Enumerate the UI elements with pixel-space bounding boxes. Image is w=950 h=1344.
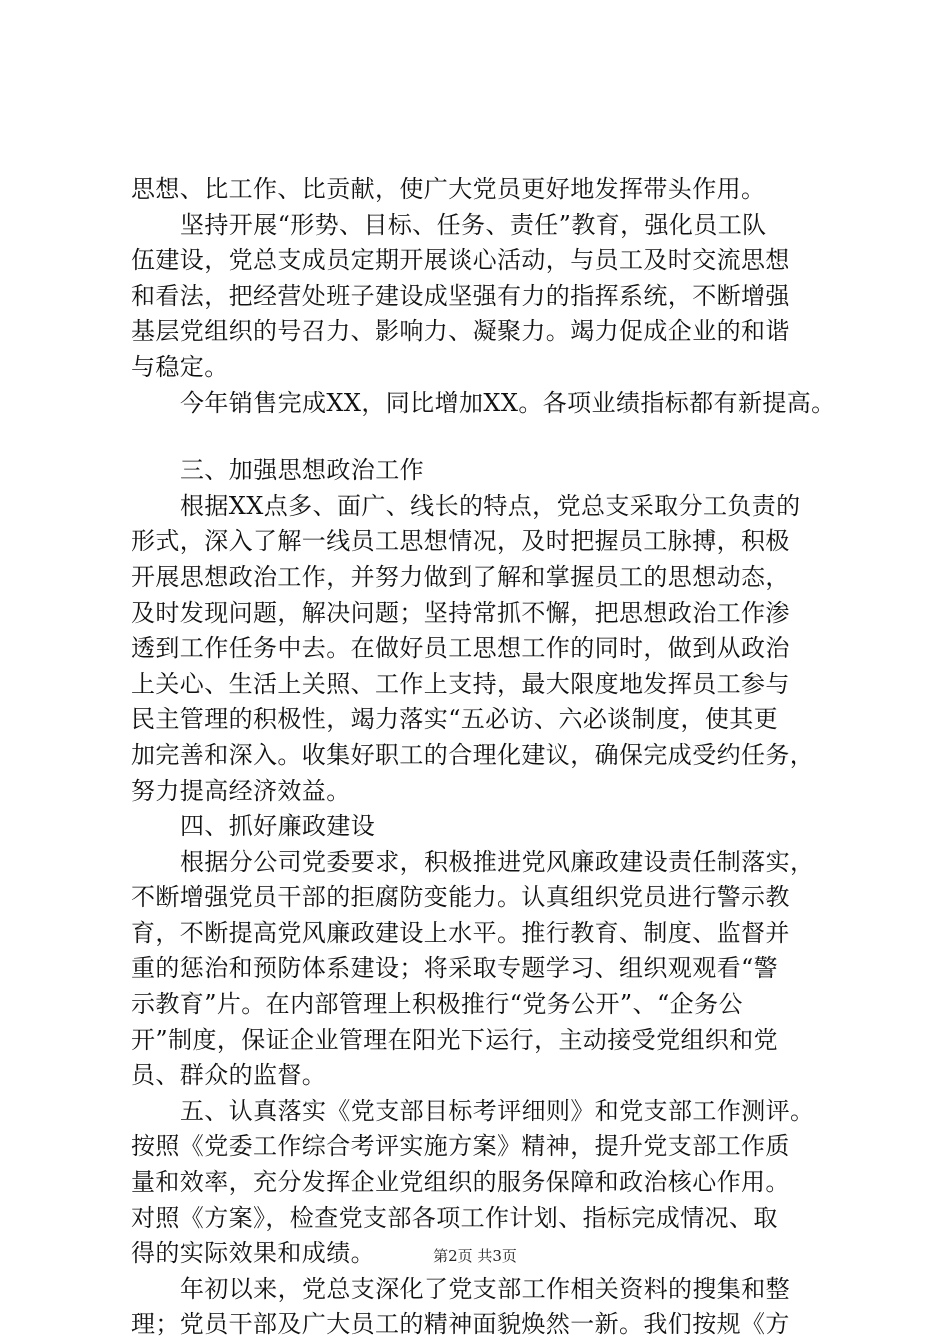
- text-line: 对照《方案》，检查党支部各项工作计划、指标完成情况、取: [131, 1203, 778, 1232]
- text-line: 示教育”片。在内部管理上积极推行“党务公开”、“企务公: [131, 990, 743, 1019]
- text-line: 按照《党委工作综合考评实施方案》精神，提升党支部工作质: [131, 1132, 790, 1161]
- text-line: 基层党组织的号召力、影响力、凝聚力。竭力促成企业的和谐: [131, 317, 790, 346]
- text-line: 形式，深入了解一线员工思想情况，及时把握员工脉搏，积极: [131, 527, 790, 556]
- text-line: 加完善和深入。收集好职工的合理化建议，确保完成受约任务，: [131, 740, 815, 769]
- text-line: 努力提高经济效益。: [131, 776, 351, 805]
- text-line: 量和效率，充分发挥企业党组织的服务保障和政治核心作用。: [131, 1168, 790, 1197]
- section-heading: 五、认真落实《党支部目标考评细则》和党支部工作测评。: [180, 1096, 815, 1125]
- text-line: 重的惩治和预防体系建设；将采取专题学习、组织观观看“警: [131, 954, 779, 983]
- document-body: [131, 172, 851, 1343]
- text-line: 坚持开展“形势、目标、任务、责任”教育，强化员工队: [180, 210, 767, 239]
- text-line: 不断增强党员干部的拒腐防变能力。认真组织党员进行警示教: [131, 883, 790, 912]
- text-line: 年初以来，党总支深化了党支部工作相关资料的搜集和整: [180, 1274, 790, 1303]
- text-line: 理；党员干部及广大员工的精神面貌焕然一新。我们按规《方: [131, 1310, 790, 1339]
- text-line: 根据XX点多、面广、线长的特点，党总支采取分工负责的: [180, 491, 801, 520]
- text-line: 民主管理的积极性，竭力落实“五必访、六必谈制度，使其更: [131, 705, 779, 734]
- text-line: 根据分公司党委要求，积极推进党风廉政建设责任制落实，: [180, 847, 815, 876]
- section-heading: 四、抓好廉政建设: [180, 812, 376, 841]
- section-heading: 三、加强思想政治工作: [180, 456, 424, 485]
- text-line: 上关心、生活上关照、工作上支持，最大限度地发挥员工参与: [131, 669, 790, 698]
- text-line: 开”制度，保证企业管理在阳光下运行，主动接受党组织和党: [131, 1025, 779, 1054]
- text-line: 和看法，把经营处班子建设成坚强有力的指挥系统，不断增强: [131, 281, 790, 310]
- page-number: 第2页 共3页: [433, 1247, 517, 1265]
- text-line: 育，不断提高党风廉政建设上水平。推行教育、制度、监督并: [131, 918, 790, 947]
- text-line: 今年销售完成XX，同比增加XX。各项业绩指标都有新提高。: [180, 388, 836, 417]
- text-line: 开展思想政治工作，并努力做到了解和掌握员工的思想动态，: [131, 562, 790, 591]
- text-line: 与稳定。: [131, 352, 229, 381]
- text-line: 得的实际效果和成绩。: [131, 1239, 375, 1268]
- paragraph-gap: [131, 421, 851, 453]
- text-line: 思想、比工作、比贡献，使广大党员更好地发挥带头作用。: [131, 175, 766, 203]
- text-line: 及时发现问题，解决问题；坚持常抓不懈，把思想政治工作渗: [131, 598, 790, 627]
- text-line: 透到工作任务中去。在做好员工思想工作的同时，做到从政治: [131, 634, 790, 663]
- text-line: 员、群众的监督。: [131, 1061, 327, 1090]
- text-line: 伍建设，党总支成员定期开展谈心活动，与员工及时交流思想: [131, 246, 790, 275]
